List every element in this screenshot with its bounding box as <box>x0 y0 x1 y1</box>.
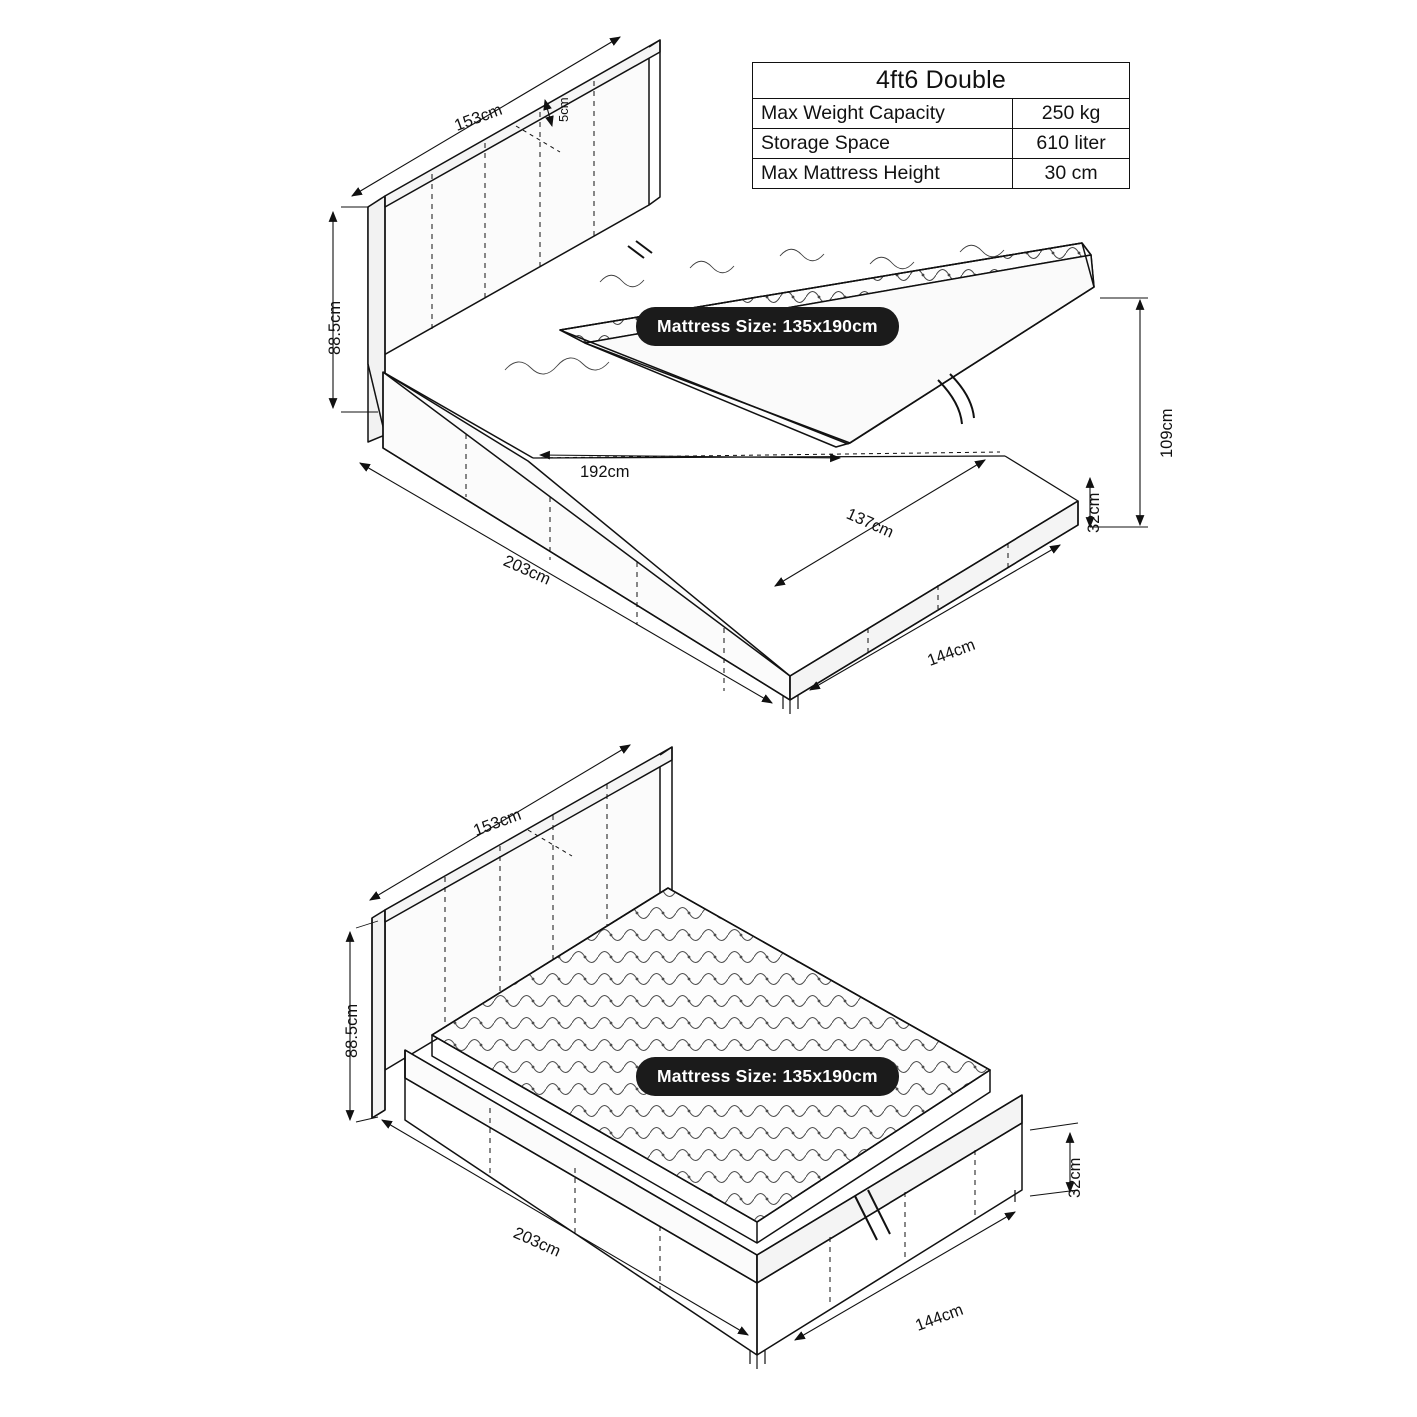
dim-label-overall-length-top: 203cm <box>500 552 554 589</box>
spec-value-storage-space: 610 liter <box>1013 129 1130 159</box>
mattress-size-callout-bottom: Mattress Size: 135x190cm <box>636 1057 899 1096</box>
dim-label-base-length-inner: 192cm <box>580 463 630 481</box>
spec-value-max-weight: 250 kg <box>1013 99 1130 129</box>
dim-label-overall-width-top: 144cm <box>925 635 978 670</box>
spec-label-storage-space: Storage Space <box>753 129 1013 159</box>
dim-label-base-width-inner: 137cm <box>843 505 897 542</box>
mattress-size-callout-top: Mattress Size: 135x190cm <box>636 307 899 346</box>
spec-label-max-mattress-height: Max Mattress Height <box>753 159 1013 189</box>
dim-label-base-height-bottom: 32cm <box>1066 1157 1084 1198</box>
dim-label-headboard-width-bottom: 153cm <box>471 805 524 840</box>
table-row <box>753 159 1130 189</box>
spec-table-title: 4ft6 Double <box>753 63 1130 99</box>
dim-label-headboard-panel-depth: 5cm <box>556 97 571 122</box>
spec-table-title-row <box>753 63 1130 99</box>
dim-label-overall-length-bottom: 203cm <box>510 1224 564 1261</box>
dim-label-base-height-top: 32cm <box>1085 492 1103 533</box>
dim-label-headboard-width-top: 153cm <box>452 100 505 135</box>
spec-table <box>752 62 1130 189</box>
dim-label-headboard-height-top: 88.5cm <box>326 300 344 355</box>
dim-label-lifted-height: 109cm <box>1158 408 1176 458</box>
dim-label-headboard-height-bottom: 88.5cm <box>343 1003 361 1058</box>
bed-base-top-view <box>383 372 1078 714</box>
spec-value-max-mattress-height: 30 cm <box>1013 159 1130 189</box>
spec-label-max-weight: Max Weight Capacity <box>753 99 1013 129</box>
table-row <box>753 129 1130 159</box>
table-row <box>753 99 1130 129</box>
dim-label-overall-width-bottom: 144cm <box>913 1300 966 1335</box>
